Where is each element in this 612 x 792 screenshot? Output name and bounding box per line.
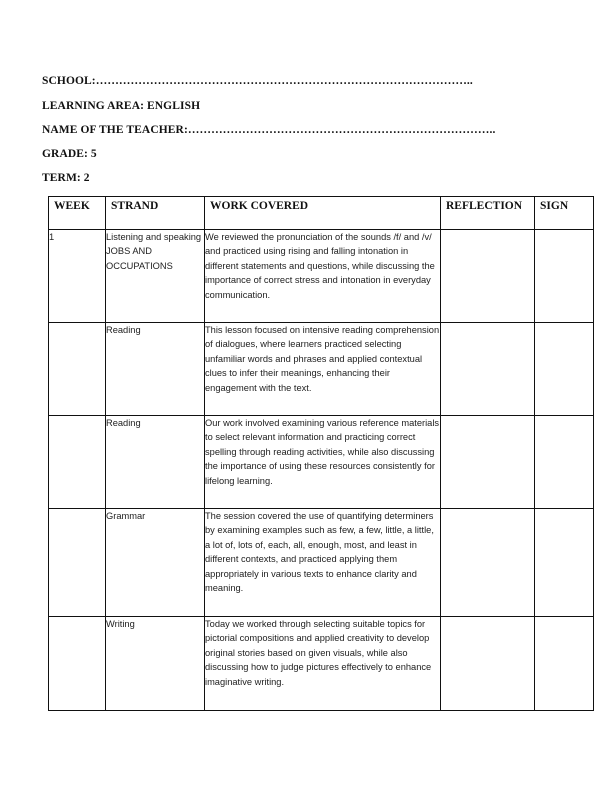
- strand-cell: Grammar: [106, 509, 205, 617]
- column-header-sign: SIGN: [535, 197, 594, 230]
- week-cell: 1: [49, 230, 106, 323]
- sign-cell[interactable]: [535, 323, 594, 416]
- column-header-strand: STRAND: [106, 197, 205, 230]
- table-row: [49, 230, 594, 323]
- reflection-cell[interactable]: [441, 323, 535, 416]
- work-record-table: [48, 196, 594, 711]
- header-school: SCHOOL:……………………………………………………………………………………..: [42, 75, 473, 87]
- week-cell: [49, 509, 106, 617]
- header-learning-area: LEARNING AREA: ENGLISH: [42, 100, 201, 112]
- table-header-row: [49, 197, 594, 230]
- week-cell: [49, 617, 106, 711]
- reflection-cell[interactable]: [441, 230, 535, 323]
- header-grade: GRADE: 5: [42, 148, 97, 160]
- reflection-cell[interactable]: [441, 509, 535, 617]
- work-covered-cell: Our work involved examining various reference materials to select relevant information and practicing correct spelling through reading activities, while also discussing the importance of using these resources consistently for lifelong learning.: [205, 416, 441, 509]
- table-row: [49, 323, 594, 416]
- column-header-work-covered: WORK COVERED: [205, 197, 441, 230]
- strand-cell: Listening and speaking JOBS AND OCCUPATIONS: [106, 230, 205, 323]
- strand-cell: Reading: [106, 323, 205, 416]
- sign-cell[interactable]: [535, 617, 594, 711]
- work-covered-cell: We reviewed the pronunciation of the sounds /f/ and /v/ and practiced using rising and falling intonation in different statements and questions, while discussing the importance of correct stress and intonation in everyday communication.: [205, 230, 441, 323]
- strand-cell: Writing: [106, 617, 205, 711]
- sign-cell[interactable]: [535, 509, 594, 617]
- table-row: [49, 509, 594, 617]
- week-cell: [49, 323, 106, 416]
- sign-cell[interactable]: [535, 230, 594, 323]
- header-term: TERM: 2: [42, 172, 90, 184]
- table-row: [49, 416, 594, 509]
- column-header-week: WEEK: [49, 197, 106, 230]
- work-covered-cell: The session covered the use of quantifying determiners by examining examples such as few, a few, little, a little, a lot of, lots of, each, all, enough, most, and least in different contexts, and practiced applying them appropriately in various texts to enhance clarity and meaning.: [205, 509, 441, 617]
- table-row: [49, 617, 594, 711]
- strand-cell: Reading: [106, 416, 205, 509]
- column-header-reflection: REFLECTION: [441, 197, 535, 230]
- work-covered-cell: This lesson focused on intensive reading comprehension of dialogues, where learners practiced selecting unfamiliar words and phrases and applied contextual clues to infer their meanings, enhancing their engagement with the text.: [205, 323, 441, 416]
- header-teacher: NAME OF THE TEACHER:……………………………………………………………………..: [42, 124, 496, 136]
- sign-cell[interactable]: [535, 416, 594, 509]
- reflection-cell[interactable]: [441, 416, 535, 509]
- reflection-cell[interactable]: [441, 617, 535, 711]
- week-cell: [49, 416, 106, 509]
- work-covered-cell: Today we worked through selecting suitable topics for pictorial compositions and applied creativity to develop original stories based on given visuals, while also discussing how to judge pictures effectively to enhance imaginative writing.: [205, 617, 441, 711]
